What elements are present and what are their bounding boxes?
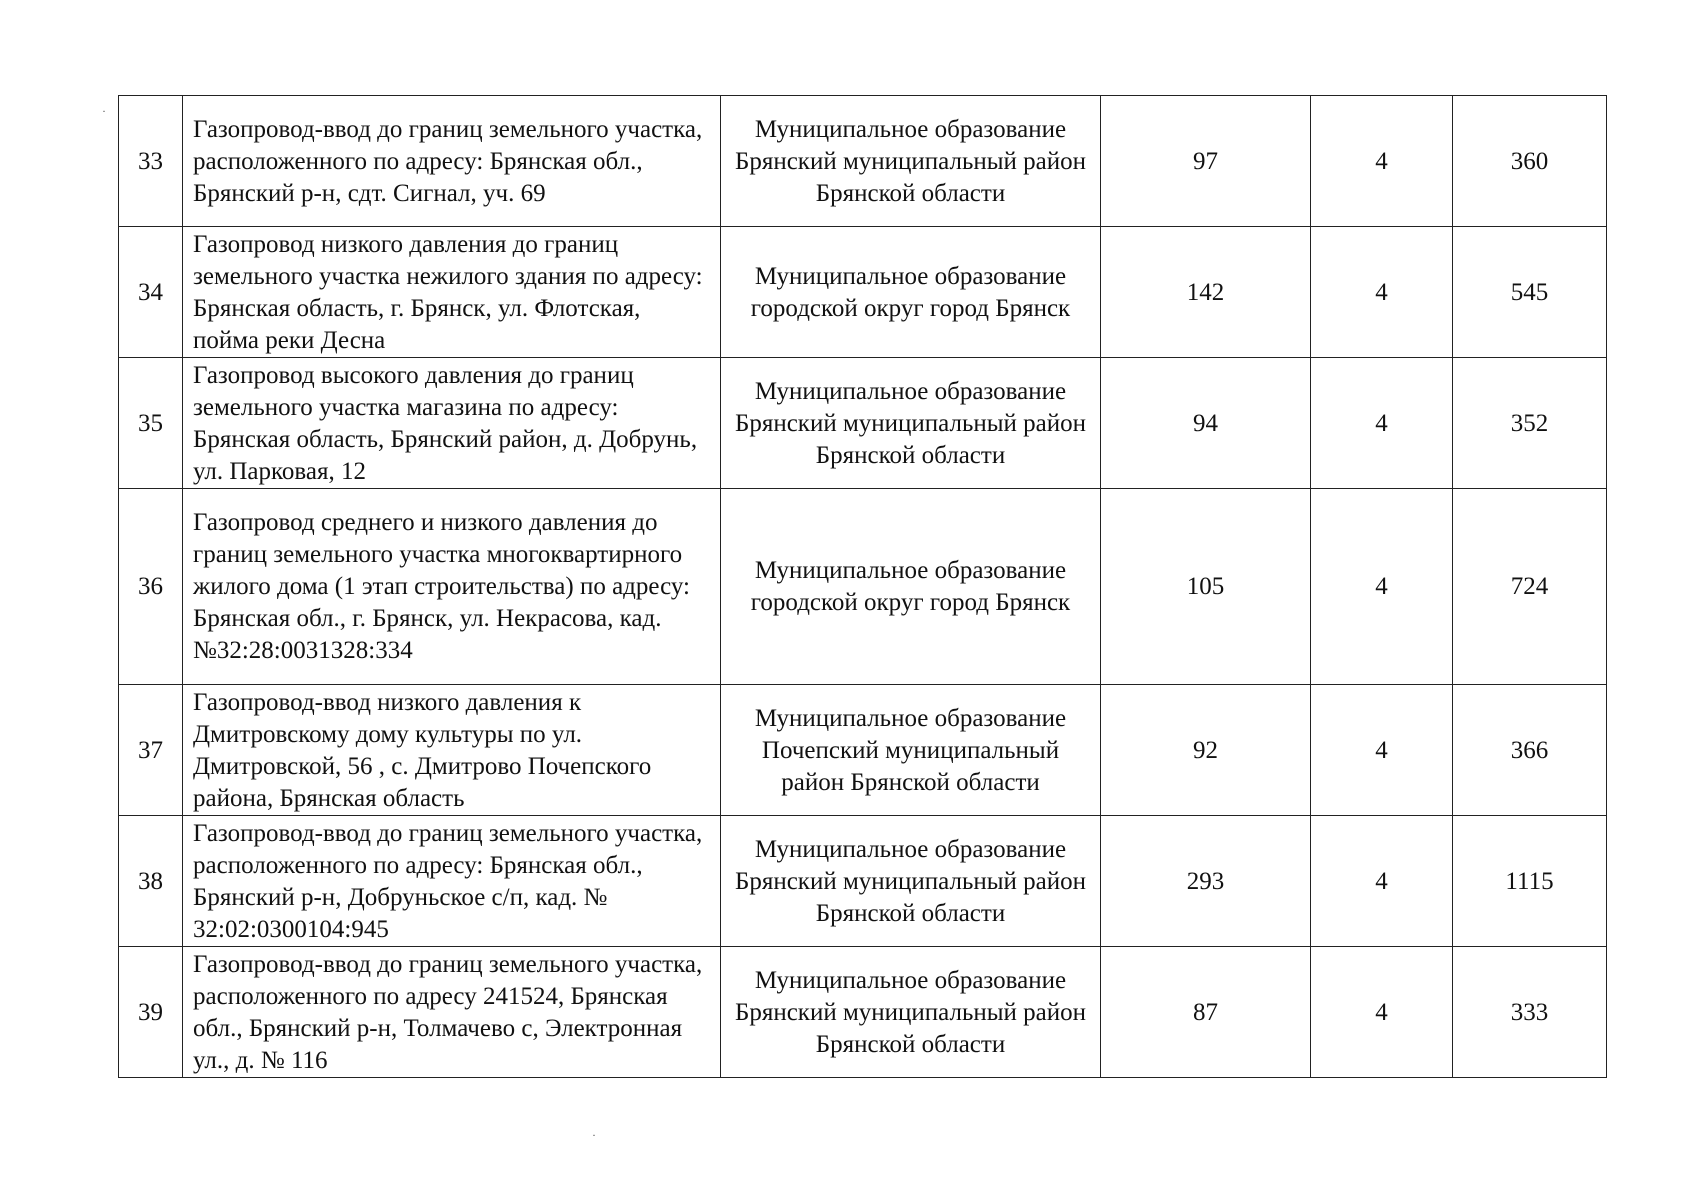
value-col-2: 4: [1311, 227, 1453, 358]
object-name: Газопровод-ввод до границ земельного участка, расположенного по адресу 241524, Брянская обл., Брянский р-н, Толмачево с, Электронная ул., д. № 116: [183, 947, 721, 1078]
row-number: 38: [119, 816, 183, 947]
row-number: 35: [119, 358, 183, 489]
owner-municipality: Муниципальное образование городской округ город Брянск: [721, 489, 1101, 685]
value-col-1: 142: [1101, 227, 1311, 358]
value-col-3: 366: [1453, 685, 1607, 816]
value-col-1: 293: [1101, 816, 1311, 947]
object-name: Газопровод среднего и низкого давления до границ земельного участка многоквартирного жилого дома (1 этап строительства) по адресу: Брянская обл., г. Брянск, ул. Некрасова, кад.№32:28:0031328:334: [183, 489, 721, 685]
row-number: 34: [119, 227, 183, 358]
object-name: Газопровод-ввод низкого давления к Дмитровскому дому культуры по ул. Дмитровской, 56 , с. Дмитрово Почепского района, Брянская область: [183, 685, 721, 816]
value-col-3: 545: [1453, 227, 1607, 358]
value-col-3: 1115: [1453, 816, 1607, 947]
value-col-1: 97: [1101, 96, 1311, 227]
value-col-2: 4: [1311, 816, 1453, 947]
value-col-1: 105: [1101, 489, 1311, 685]
value-col-1: 94: [1101, 358, 1311, 489]
value-col-2: 4: [1311, 96, 1453, 227]
row-number: 39: [119, 947, 183, 1078]
owner-municipality: Муниципальное образование городской округ город Брянск: [721, 227, 1101, 358]
owner-municipality: Муниципальное образование Брянский муниципальный район Брянской области: [721, 96, 1101, 227]
table-row: [119, 358, 1607, 489]
table-row: [119, 227, 1607, 358]
owner-municipality: Муниципальное образование Брянский муниципальный район Брянской области: [721, 358, 1101, 489]
table-row: [119, 489, 1607, 685]
value-col-3: 333: [1453, 947, 1607, 1078]
owner-municipality: Муниципальное образование Брянский муниципальный район Брянской области: [721, 947, 1101, 1078]
object-name: Газопровод-ввод до границ земельного участка, расположенного по адресу: Брянская обл., Брянский р-н, сдт. Сигнал, уч. 69: [183, 96, 721, 227]
table-row: [119, 947, 1607, 1078]
value-col-2: 4: [1311, 358, 1453, 489]
row-number: 33: [119, 96, 183, 227]
row-number: 36: [119, 489, 183, 685]
value-col-1: 87: [1101, 947, 1311, 1078]
value-col-2: 4: [1311, 947, 1453, 1078]
table-row: [119, 685, 1607, 816]
owner-municipality: Муниципальное образование Почепский муниципальный район Брянской области: [721, 685, 1101, 816]
owner-municipality: Муниципальное образование Брянский муниципальный район Брянской области: [721, 816, 1101, 947]
scan-speck: ·: [102, 104, 106, 118]
object-name: Газопровод низкого давления до границ земельного участка нежилого здания по адресу: Брянская область, г. Брянск, ул. Флотская, пойма реки Десна: [183, 227, 721, 358]
object-name: Газопровод-ввод до границ земельного участка, расположенного по адресу: Брянская обл., Брянский р-н, Добруньское с/п, кад. № 32:02:0300104:945: [183, 816, 721, 947]
value-col-1: 92: [1101, 685, 1311, 816]
table-row: [119, 96, 1607, 227]
row-number: 37: [119, 685, 183, 816]
table-body: [119, 96, 1607, 1078]
value-col-3: 360: [1453, 96, 1607, 227]
value-col-3: 724: [1453, 489, 1607, 685]
scan-speck: ·: [592, 1128, 596, 1142]
table-row: [119, 816, 1607, 947]
value-col-2: 4: [1311, 489, 1453, 685]
object-name: Газопровод высокого давления до границ земельного участка магазина по адресу: Брянская область, Брянский район, д. Добрунь, ул. Парковая, 12: [183, 358, 721, 489]
gas-pipeline-table: [118, 95, 1607, 1078]
value-col-2: 4: [1311, 685, 1453, 816]
value-col-3: 352: [1453, 358, 1607, 489]
